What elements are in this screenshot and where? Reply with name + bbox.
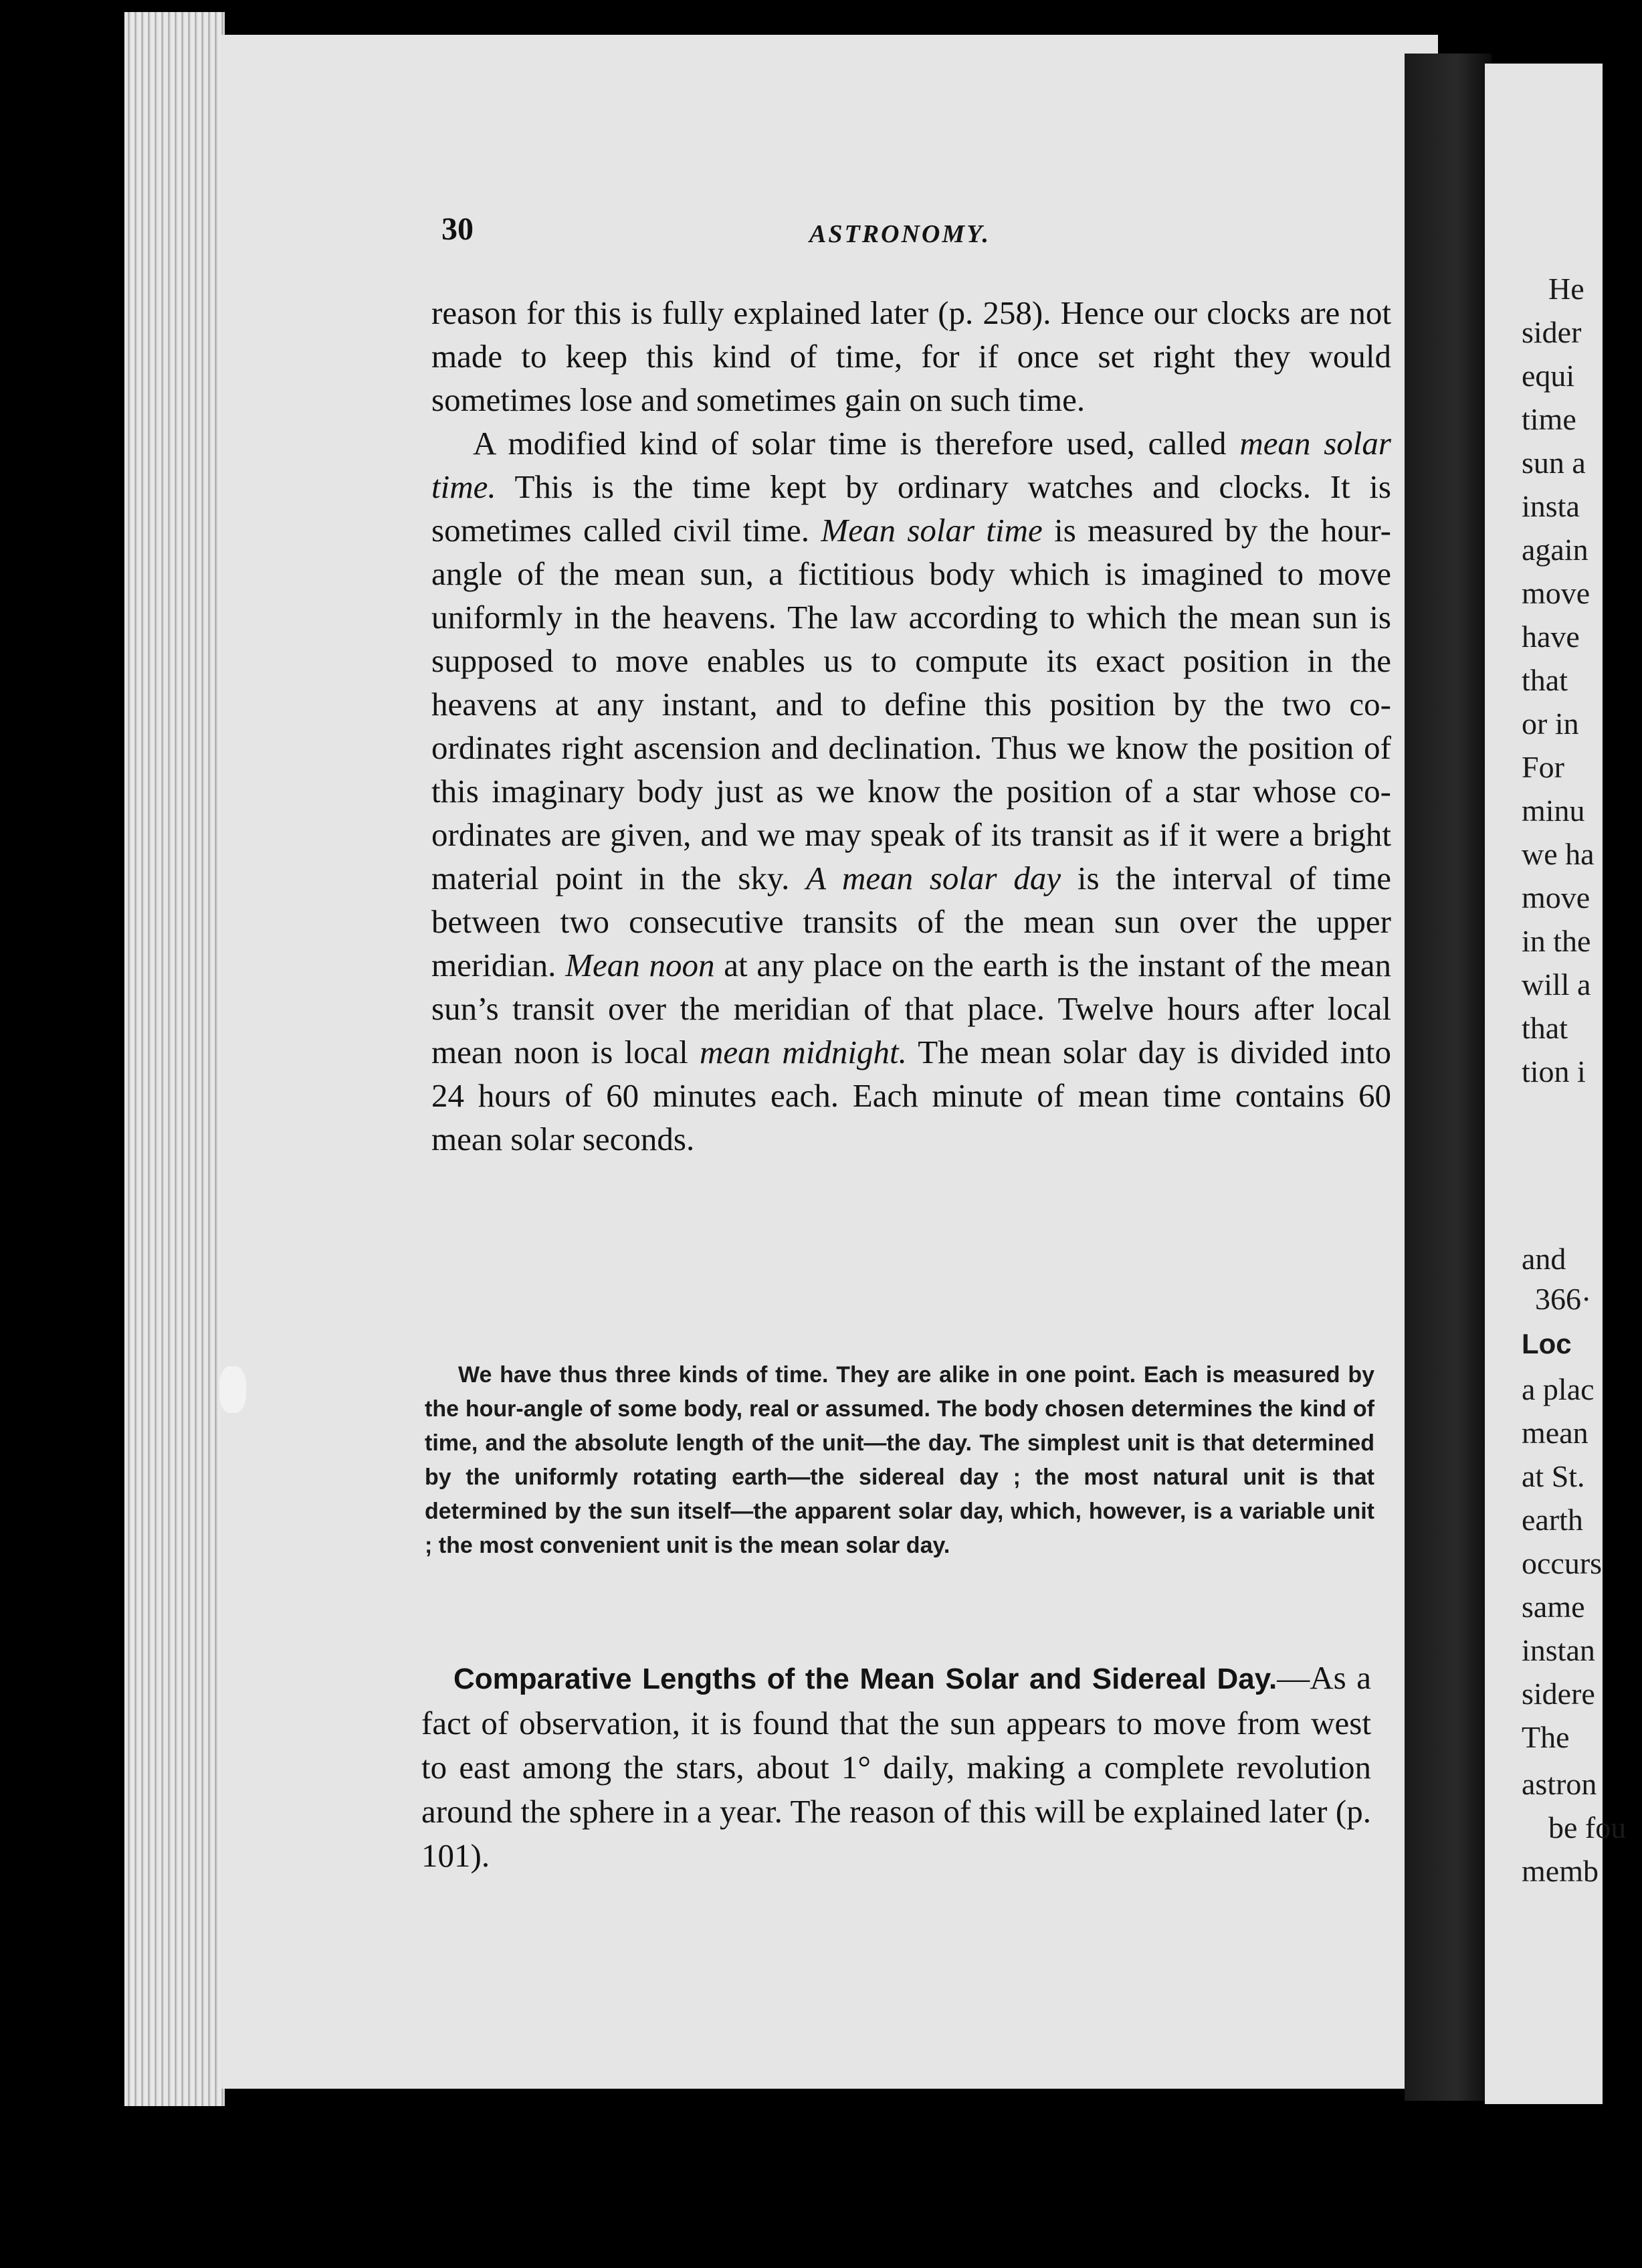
text-run: at any place on the earth is the instant of the mean sun’s transit over the meridian of that place. Twelve hours after local mean noon is local [431, 947, 1392, 1070]
section-heading: Comparative Lengths of the Mean Solar and Sidereal Day. [453, 1663, 1277, 1695]
page-number: 30 [441, 211, 474, 247]
facing-page-fragment: again [1522, 533, 1588, 567]
facing-page-fragment: sider [1522, 315, 1582, 349]
facing-page-fragment: we ha [1522, 837, 1595, 871]
italic-term: A mean solar day [806, 860, 1061, 896]
facing-page-fragment: tion i [1522, 1054, 1586, 1089]
facing-page-fragment: a plac [1522, 1372, 1595, 1406]
facing-page-fragment: earth [1522, 1503, 1583, 1537]
facing-page-fragment: in the [1522, 924, 1591, 958]
facing-page-fragment: insta [1522, 489, 1580, 523]
facing-page-fragment: and [1522, 1242, 1566, 1276]
text-run: A modified kind of solar time is therefore used, called [473, 425, 1240, 462]
paper-blemish [219, 1366, 246, 1413]
facing-page-fragment: minu [1522, 793, 1585, 828]
facing-page-fragment: time [1522, 402, 1576, 436]
text-run: The mean solar day is divided into 24 hours of 60 minutes each. Each minute of mean time contains 60 mean solar seconds. [431, 1034, 1391, 1157]
facing-page-fragment: occurs [1522, 1546, 1603, 1580]
facing-page-fragment: astron [1522, 1767, 1597, 1801]
main-text [431, 291, 1391, 1161]
facing-page-fragment: move [1522, 576, 1590, 610]
book-page-edges [124, 12, 225, 2106]
facing-page-fragment: The [1522, 1720, 1570, 1754]
facing-page [1485, 64, 1627, 2104]
note-paragraph: We have thus three kinds of time. They are alike in one point. Each is measured by the hour-angle of some body, real or assumed. The body chosen determines the kind of time, and the absolute length of the unit—the day. The simplest unit is that determined by the uniformly rotating earth—the sidereal day ; the most natural unit is that determined by the sun itself—the apparent solar day, which, however, is a variable unit ; the most convenient unit is the mean solar day. [425, 1362, 1374, 1558]
text-run: is measured by the hour-angle of the mean sun, a fictitious body which is imagined to move uniformly in the heavens. The law according to which the mean sun is supposed to move enables us to compute its exact position in the heavens at any instant, and to define this position by the two co-ordinates right ascension and declination. Thus we know the position of this imaginary body just as we know the position of a star whose co-ordinates are given, and we may speak of its transit as if it were a bright material point in the sky. [431, 512, 1391, 896]
facing-page-fragment: 366· [1535, 1282, 1592, 1316]
facing-page-fragment: same [1522, 1590, 1585, 1624]
italic-term: Mean solar time [821, 512, 1043, 549]
facing-page-fragment: at St. [1522, 1459, 1585, 1493]
italic-term: mean solar time. [431, 425, 1391, 505]
facing-page-fragment: mean [1522, 1416, 1588, 1450]
facing-page-fragment: or in [1522, 706, 1579, 741]
facing-page-fragment: be fou [1548, 1810, 1627, 1845]
facing-page-fragment: He [1548, 272, 1584, 306]
paragraph-mean-solar-time [431, 421, 1391, 1161]
facing-page-fragment: sidere [1522, 1677, 1595, 1711]
paragraph-continued: reason for this is fully explained later (p. 258). Hence our clocks are not made to keep this kind of time, for if once set right they would sometimes lose and sometimes gain on such time. [431, 294, 1391, 418]
running-head: ASTRONOMY. [809, 220, 991, 248]
facing-page-fragment: For [1522, 750, 1564, 784]
facing-page-fragment: instan [1522, 1633, 1595, 1667]
facing-page-fragment: memb [1522, 1854, 1599, 1888]
book-gutter [1405, 54, 1492, 2101]
facing-page-fragment: that [1522, 663, 1568, 697]
text-run: is the interval of time between two consecutive transits of the mean sun over the upper meridian. [431, 860, 1392, 983]
facing-page-fragment: will a [1522, 967, 1591, 1002]
facing-page-fragment: move [1522, 880, 1590, 915]
italic-term: Mean noon [565, 947, 715, 983]
facing-page-fragment: Loc [1522, 1328, 1572, 1359]
facing-page-fragment: that [1522, 1011, 1568, 1045]
text-run: This is the time kept by ordinary watches and clocks. It is sometimes called civil time. [431, 468, 1391, 549]
facing-page-fragment: sun a [1522, 446, 1586, 480]
section-paragraph [421, 1656, 1371, 1878]
facing-page-fragment: have [1522, 620, 1580, 654]
section-text: —As a fact of observation, it is found that the sun appears to move from west to east among the stars, about 1° daily, making a complete revolution around the sphere in a year. The reason of this will be explained later (p. 101). [421, 1659, 1371, 1874]
facing-page-fragment: equi [1522, 359, 1575, 393]
italic-term: mean midnight. [700, 1034, 907, 1070]
